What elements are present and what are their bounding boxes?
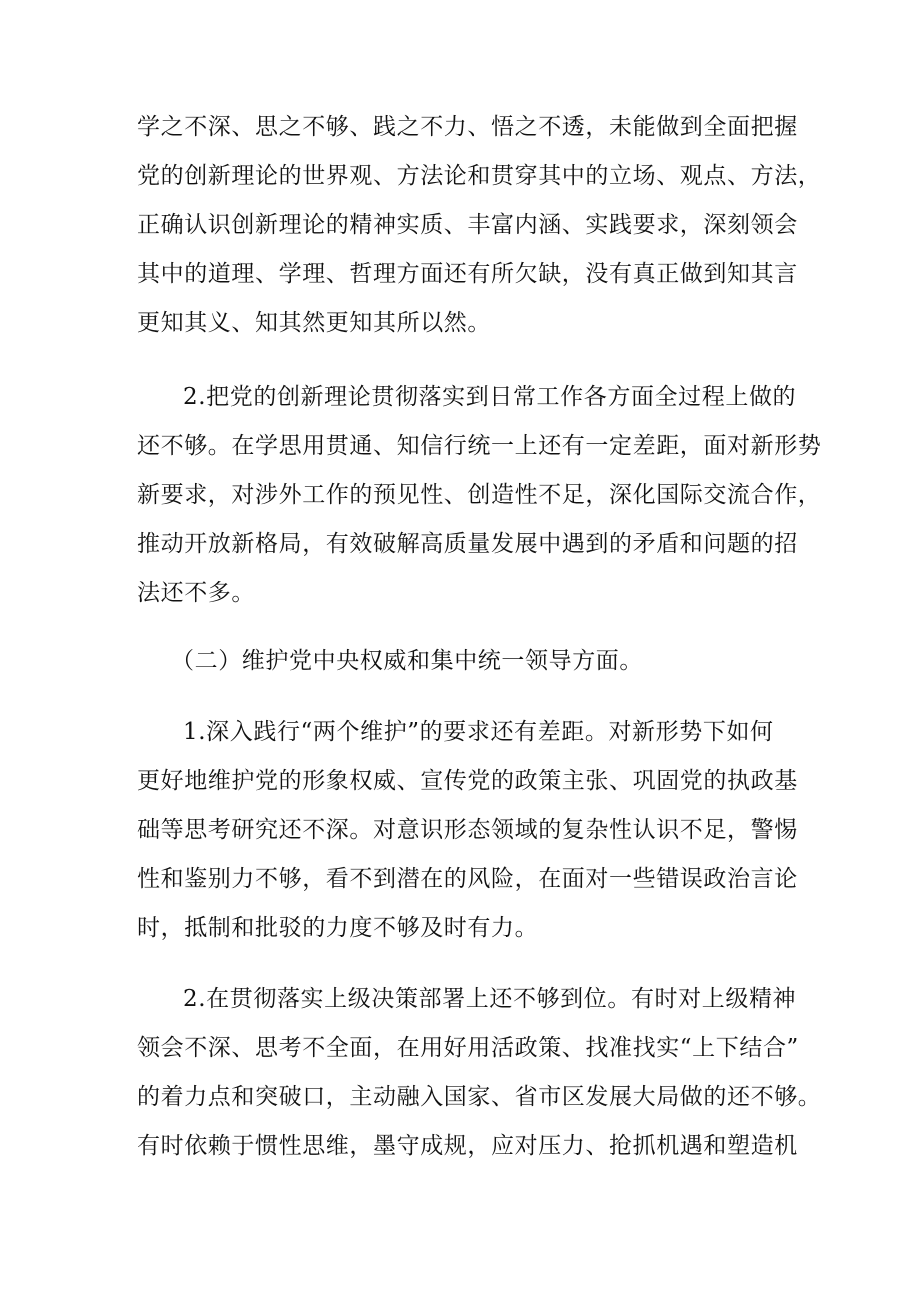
paragraph-item-2-implementation <box>137 373 822 618</box>
text-line: 还不够。在学思用贯通、知信行统一上还有一定差距，面对新形势 <box>137 433 822 459</box>
paragraph-item-1-two-safeguards <box>137 708 797 953</box>
text-line: 新要求，对涉外工作的预见性、创造性不足，深化国际交流合作， <box>137 482 822 508</box>
section-heading: （二）维护党中央权威和集中统一领导方面。 <box>171 648 643 674</box>
text-line: 有时依赖于惯性思维，墨守成规，应对压力、抢抓机遇和塑造机 <box>137 1133 798 1159</box>
text-line: 2.把党的创新理论贯彻落实到日常工作各方面全过程上做的 <box>183 384 797 410</box>
text-line: 1.深入践行“两个维护”的要求还有差距。对新形势下如何 <box>183 719 774 745</box>
text-line: 更知其义、知其然更知其所以然。 <box>137 310 491 336</box>
paragraph-item-2-decisions <box>137 975 822 1171</box>
text-line: 推动开放新格局，有效破解高质量发展中遇到的矛盾和问题的招 <box>137 531 798 557</box>
section-heading-2 <box>137 637 797 686</box>
text-line: 领会不深、思考不全面，在用好用活政策、找准找实“上下结合” <box>137 1035 799 1061</box>
text-line: 2.在贯彻落实上级决策部署上还不够到位。有时对上级精神 <box>183 986 797 1012</box>
text-line: 其中的道理、学理、哲理方面还有所欠缺，没有真正做到知其言 <box>137 261 798 287</box>
paragraph-study-shortcomings <box>137 103 822 348</box>
text-line: 法还不多。 <box>137 580 255 606</box>
text-line: 党的创新理论的世界观、方法论和贯穿其中的立场、观点、方法， <box>137 163 822 189</box>
text-line: 学之不深、思之不够、践之不力、悟之不透，未能做到全面把握 <box>137 114 798 140</box>
text-line: 更好地维护党的形象权威、宣传党的政策主张、巩固党的执政基 <box>137 768 798 794</box>
text-line: 正确认识创新理论的精神实质、丰富内涵、实践要求，深刻领会 <box>137 212 798 238</box>
text-line: 的着力点和突破口，主动融入国家、省市区发展大局做的还不够。 <box>137 1084 822 1110</box>
text-line: 性和鉴别力不够，看不到潜在的风险，在面对一些错误政治言论 <box>137 866 798 892</box>
text-line: 时，抵制和批驳的力度不够及时有力。 <box>137 915 539 941</box>
text-line: 础等思考研究还不深。对意识形态领域的复杂性认识不足，警惕 <box>137 817 798 843</box>
